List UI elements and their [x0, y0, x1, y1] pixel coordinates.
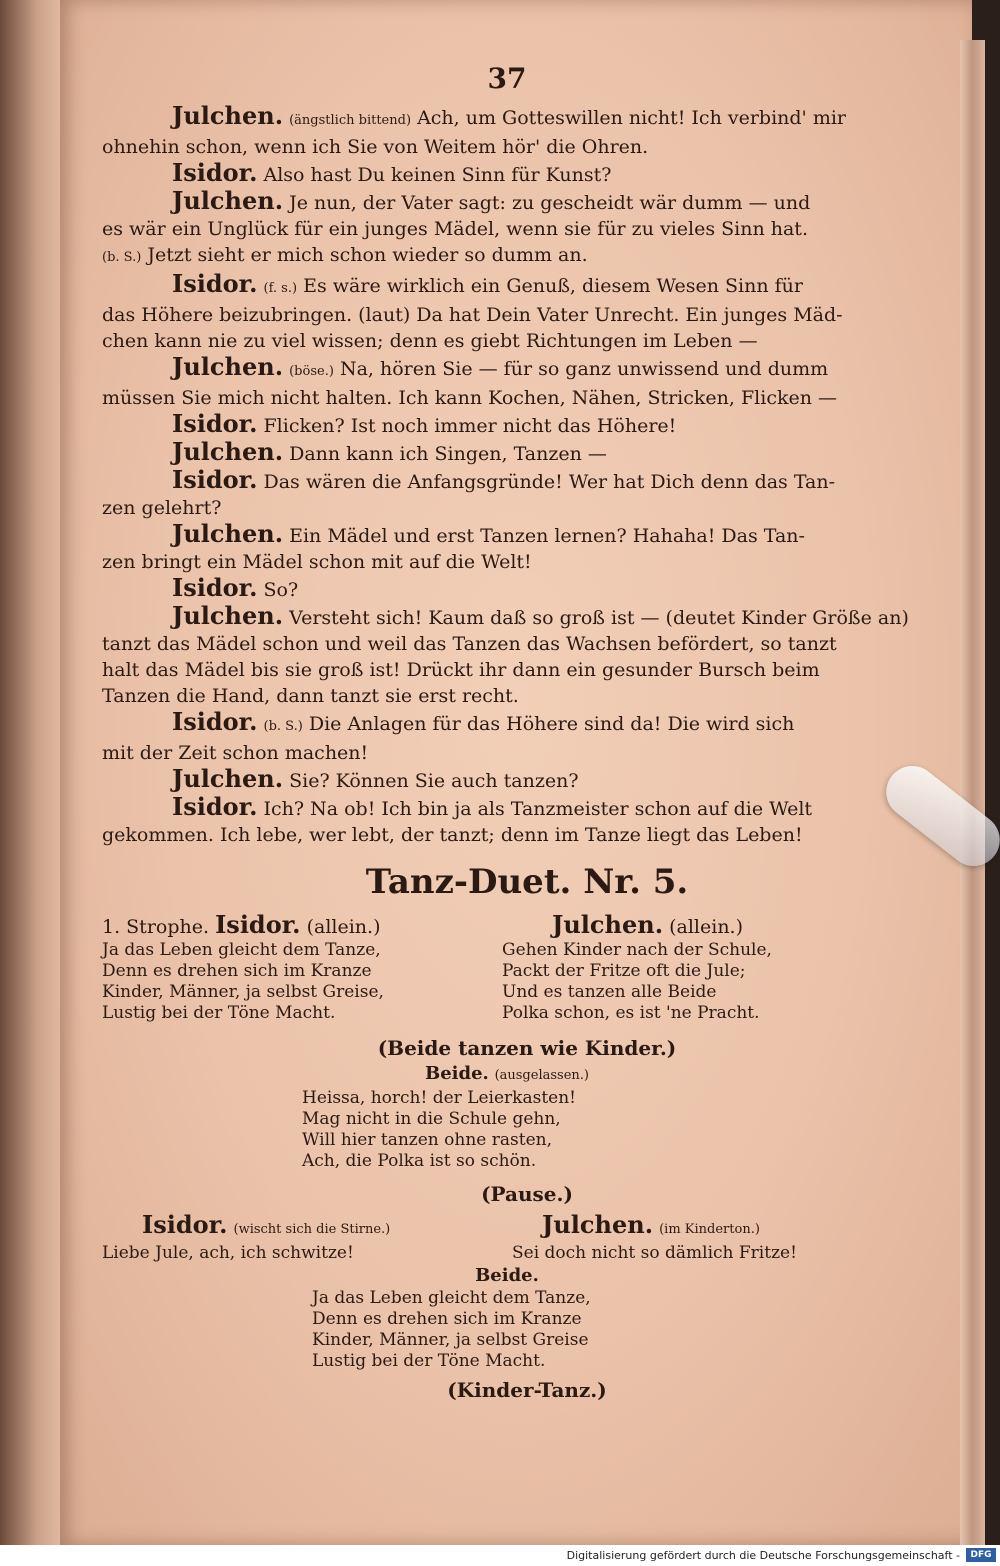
dialogue-text: halt das Mädel bis sie groß ist! Drückt ihr dann ein gesunder Bursch beim: [102, 659, 820, 681]
speaker-name: Julchen.: [542, 1210, 654, 1239]
verse-line: Lustig bei der Töne Macht.: [312, 1351, 546, 1371]
beide-heading: [102, 1062, 892, 1088]
dialogue-block: [102, 101, 909, 848]
dialogue-text: Ach, um Gotteswillen nicht! Ich verbind' mir: [417, 107, 846, 129]
dialogue-text: Je nun, der Vater sagt: zu gescheidt wär dumm — und: [289, 192, 811, 214]
dialogue-text: Flicken? Ist noch immer nicht das Höhere!: [263, 415, 677, 437]
dialogue-line: [102, 601, 909, 631]
dialogue-text: chen kann nie zu viel wissen; denn es giebt Richtungen im Leben —: [102, 330, 758, 352]
dialogue-text: Also hast Du keinen Sinn für Kunst?: [263, 164, 612, 186]
dialogue-line: [102, 709, 892, 740]
dialogue-line: [102, 575, 892, 603]
stage-direction: (böse.): [289, 364, 334, 379]
strophe-right-column: [502, 912, 892, 1024]
speaker-name: Isidor.: [172, 707, 258, 736]
dialogue-text: mit der Zeit schon machen!: [102, 742, 369, 764]
closing-direction: (Kinder-Tanz.): [447, 1378, 607, 1402]
speaker-name: Isidor.: [172, 573, 258, 602]
dialogue-text: tanzt das Mädel schon und weil das Tanzen das Wachsen befördert, so tanzt: [102, 633, 837, 655]
stage-direction-children: (Beide tanzen wie Kinder.): [377, 1036, 677, 1060]
speaker-name: Julchen.: [172, 601, 284, 630]
stage-direction: (im Kinderton.): [659, 1222, 760, 1237]
speaker-name: Isidor.: [215, 910, 301, 939]
stage-direction: (allein.): [669, 916, 744, 938]
dialogue-line: [102, 188, 892, 216]
verse-line: Gehen Kinder nach der Schule,: [502, 940, 772, 960]
dialogue-text: Tanzen die Hand, dann tanzt sie erst recht.: [102, 685, 519, 707]
dialogue-text: ohnehin schon, wenn ich Sie von Weitem hör' die Ohren.: [102, 136, 649, 158]
stage-direction: (f. s.): [263, 281, 298, 296]
dialogue-line: [102, 411, 892, 439]
speaker-name: Isidor.: [172, 409, 258, 438]
dialogue-line: [102, 549, 892, 575]
dialogue-line: [102, 794, 892, 822]
dialogue-text: zen bringt ein Mädel schon mit auf die Welt!: [102, 551, 532, 573]
dialogue-text: Es wäre wirklich ein Genuß, diesem Wesen Sinn für: [303, 275, 803, 297]
verse-line: Denn es drehen sich im Kranze: [102, 961, 372, 981]
speaker-name: Isidor.: [172, 792, 258, 821]
stage-direction: (b. S.): [263, 719, 303, 734]
dialogue-line: [102, 631, 892, 657]
dialogue-text: das Höhere beizubringen. (laut) Da hat Dein Vater Unrecht. Ein junges Mäd-: [102, 304, 843, 326]
dialogue-line: [102, 103, 892, 134]
dialogue-line: [102, 160, 892, 188]
page-text: [102, 62, 909, 1404]
verse-line: Kinder, Männer, ja selbst Greise: [312, 1330, 589, 1350]
dialogue-text: Ein Mädel und erst Tanzen lernen? Hahaha! Das Tan-: [289, 525, 805, 547]
verse-line: Ja das Leben gleicht dem Tanze,: [312, 1288, 591, 1308]
dialogue-line: [102, 766, 892, 794]
stage-direction: (allein.): [306, 916, 381, 938]
verse-line: Denn es drehen sich im Kranze: [312, 1309, 582, 1329]
speaker-name: Isidor.: [172, 158, 258, 187]
dialogue-line: [102, 385, 892, 411]
dialogue-line: [102, 271, 892, 302]
julchen-column: [512, 1212, 892, 1264]
strophe-label: 1. Strophe.: [102, 916, 210, 938]
dialogue-text: Jetzt sieht er mich schon wieder so dumm an.: [147, 244, 588, 266]
beide-verse: [302, 1088, 892, 1172]
verse-line: Kinder, Männer, ja selbst Greise,: [102, 982, 384, 1002]
dialogue-text: Dann kann ich Singen, Tanzen —: [289, 443, 607, 465]
speaker-name: Isidor.: [172, 269, 258, 298]
dialogue-text: Das wären die Anfangsgründe! Wer hat Dich denn das Tan-: [263, 471, 836, 493]
second-exchange: [102, 1212, 892, 1264]
dialogue-line: [102, 495, 892, 521]
dfg-logo: DFG: [966, 1548, 996, 1562]
verse-line: Ach, die Polka ist so schön.: [302, 1151, 537, 1171]
verse-line: Polka schon, es ist 'ne Pracht.: [502, 1003, 760, 1023]
verse-line: Packt der Fritze oft die Jule;: [502, 961, 746, 981]
dialogue-text: zen gelehrt?: [102, 497, 222, 519]
dialogue-text: So?: [263, 579, 299, 601]
verse-line: Mag nicht in die Schule gehn,: [302, 1109, 561, 1129]
dialogue-text: Sie? Können Sie auch tanzen?: [289, 770, 579, 792]
dialogue-text: es wär ein Unglück für ein junges Mädel, wenn sie für zu vieles Sinn hat.: [102, 218, 808, 240]
speaker-name: Julchen.: [172, 764, 284, 793]
verse-line: Heissa, horch! der Leierkasten!: [302, 1088, 577, 1108]
page-number: 37: [487, 62, 527, 95]
dialogue-line: [102, 216, 892, 242]
dialogue-text: Na, hören Sie — für so ganz unwissend und dumm: [339, 358, 829, 380]
verse-line: Und es tanzen alle Beide: [502, 982, 717, 1002]
dialogue-line: [102, 328, 892, 354]
dialogue-line: [102, 740, 892, 766]
dialogue-line: [102, 657, 892, 683]
dialogue-line: [102, 521, 892, 549]
isidor-column: [102, 1212, 482, 1264]
speaker-name: Julchen.: [172, 101, 284, 130]
verse-line: Lustig bei der Töne Macht.: [102, 1003, 336, 1023]
stage-direction: (wischt sich die Stirne.): [233, 1222, 391, 1237]
strophe-left-column: [102, 912, 482, 1024]
speaker-name: Isidor.: [172, 465, 258, 494]
dialogue-text: gekommen. Ich lebe, wer lebt, der tanzt; denn im Tanze liegt das Leben!: [102, 824, 803, 846]
stage-direction: (b. S.): [102, 250, 142, 265]
speaker-name: Julchen.: [552, 910, 664, 939]
speaker-name: Julchen.: [172, 437, 284, 466]
final-verse: [312, 1288, 892, 1372]
footer-credit: Digitalisierung gefördert durch die Deutsche Forschungsgemeinschaft -: [0, 1545, 1000, 1566]
dialogue-text: Die Anlagen für das Höhere sind da! Die wird sich: [308, 713, 795, 735]
speaker-name: Beide.: [425, 1063, 489, 1084]
dialogue-text: müssen Sie mich nicht halten. Ich kann Kochen, Nähen, Stricken, Flicken —: [102, 387, 837, 409]
page-stack-edge: [960, 40, 985, 1545]
stage-direction: (ausgelassen.): [494, 1068, 589, 1083]
speaker-name: Isidor.: [142, 1210, 228, 1239]
speaker-name: Julchen.: [172, 352, 284, 381]
verse-line: Will hier tanzen ohne rasten,: [302, 1130, 552, 1150]
strophe-columns: [102, 912, 892, 1024]
dialogue-line: [102, 354, 892, 385]
dialogue-text: Versteht sich! Kaum daß so groß ist — (deutet Kinder Größe an): [289, 607, 909, 629]
verse-line: Sei doch nicht so dämlich Fritze!: [512, 1243, 797, 1263]
dialogue-line: [102, 439, 892, 467]
speaker-name: Julchen.: [172, 519, 284, 548]
duet-title: Tanz-Duet. Nr. 5.: [365, 862, 689, 902]
left-page-edge: [0, 0, 62, 1545]
stage-direction-pause: (Pause.): [481, 1182, 573, 1206]
verse-line: Ja das Leben gleicht dem Tanze,: [102, 940, 381, 960]
speaker-name: Julchen.: [172, 186, 284, 215]
stage-direction: (ängstlich bittend): [289, 113, 412, 128]
dialogue-text: Ich? Na ob! Ich bin ja als Tanzmeister schon auf die Welt: [263, 798, 813, 820]
dialogue-line: [102, 242, 892, 271]
verse-line: Liebe Jule, ach, ich schwitze!: [102, 1243, 354, 1263]
dialogue-line: [102, 467, 892, 495]
dialogue-line: [102, 302, 892, 328]
speaker-name: Beide.: [475, 1265, 539, 1286]
dialogue-line: [102, 134, 892, 160]
dialogue-line: [102, 683, 892, 709]
dialogue-line: [102, 822, 892, 848]
